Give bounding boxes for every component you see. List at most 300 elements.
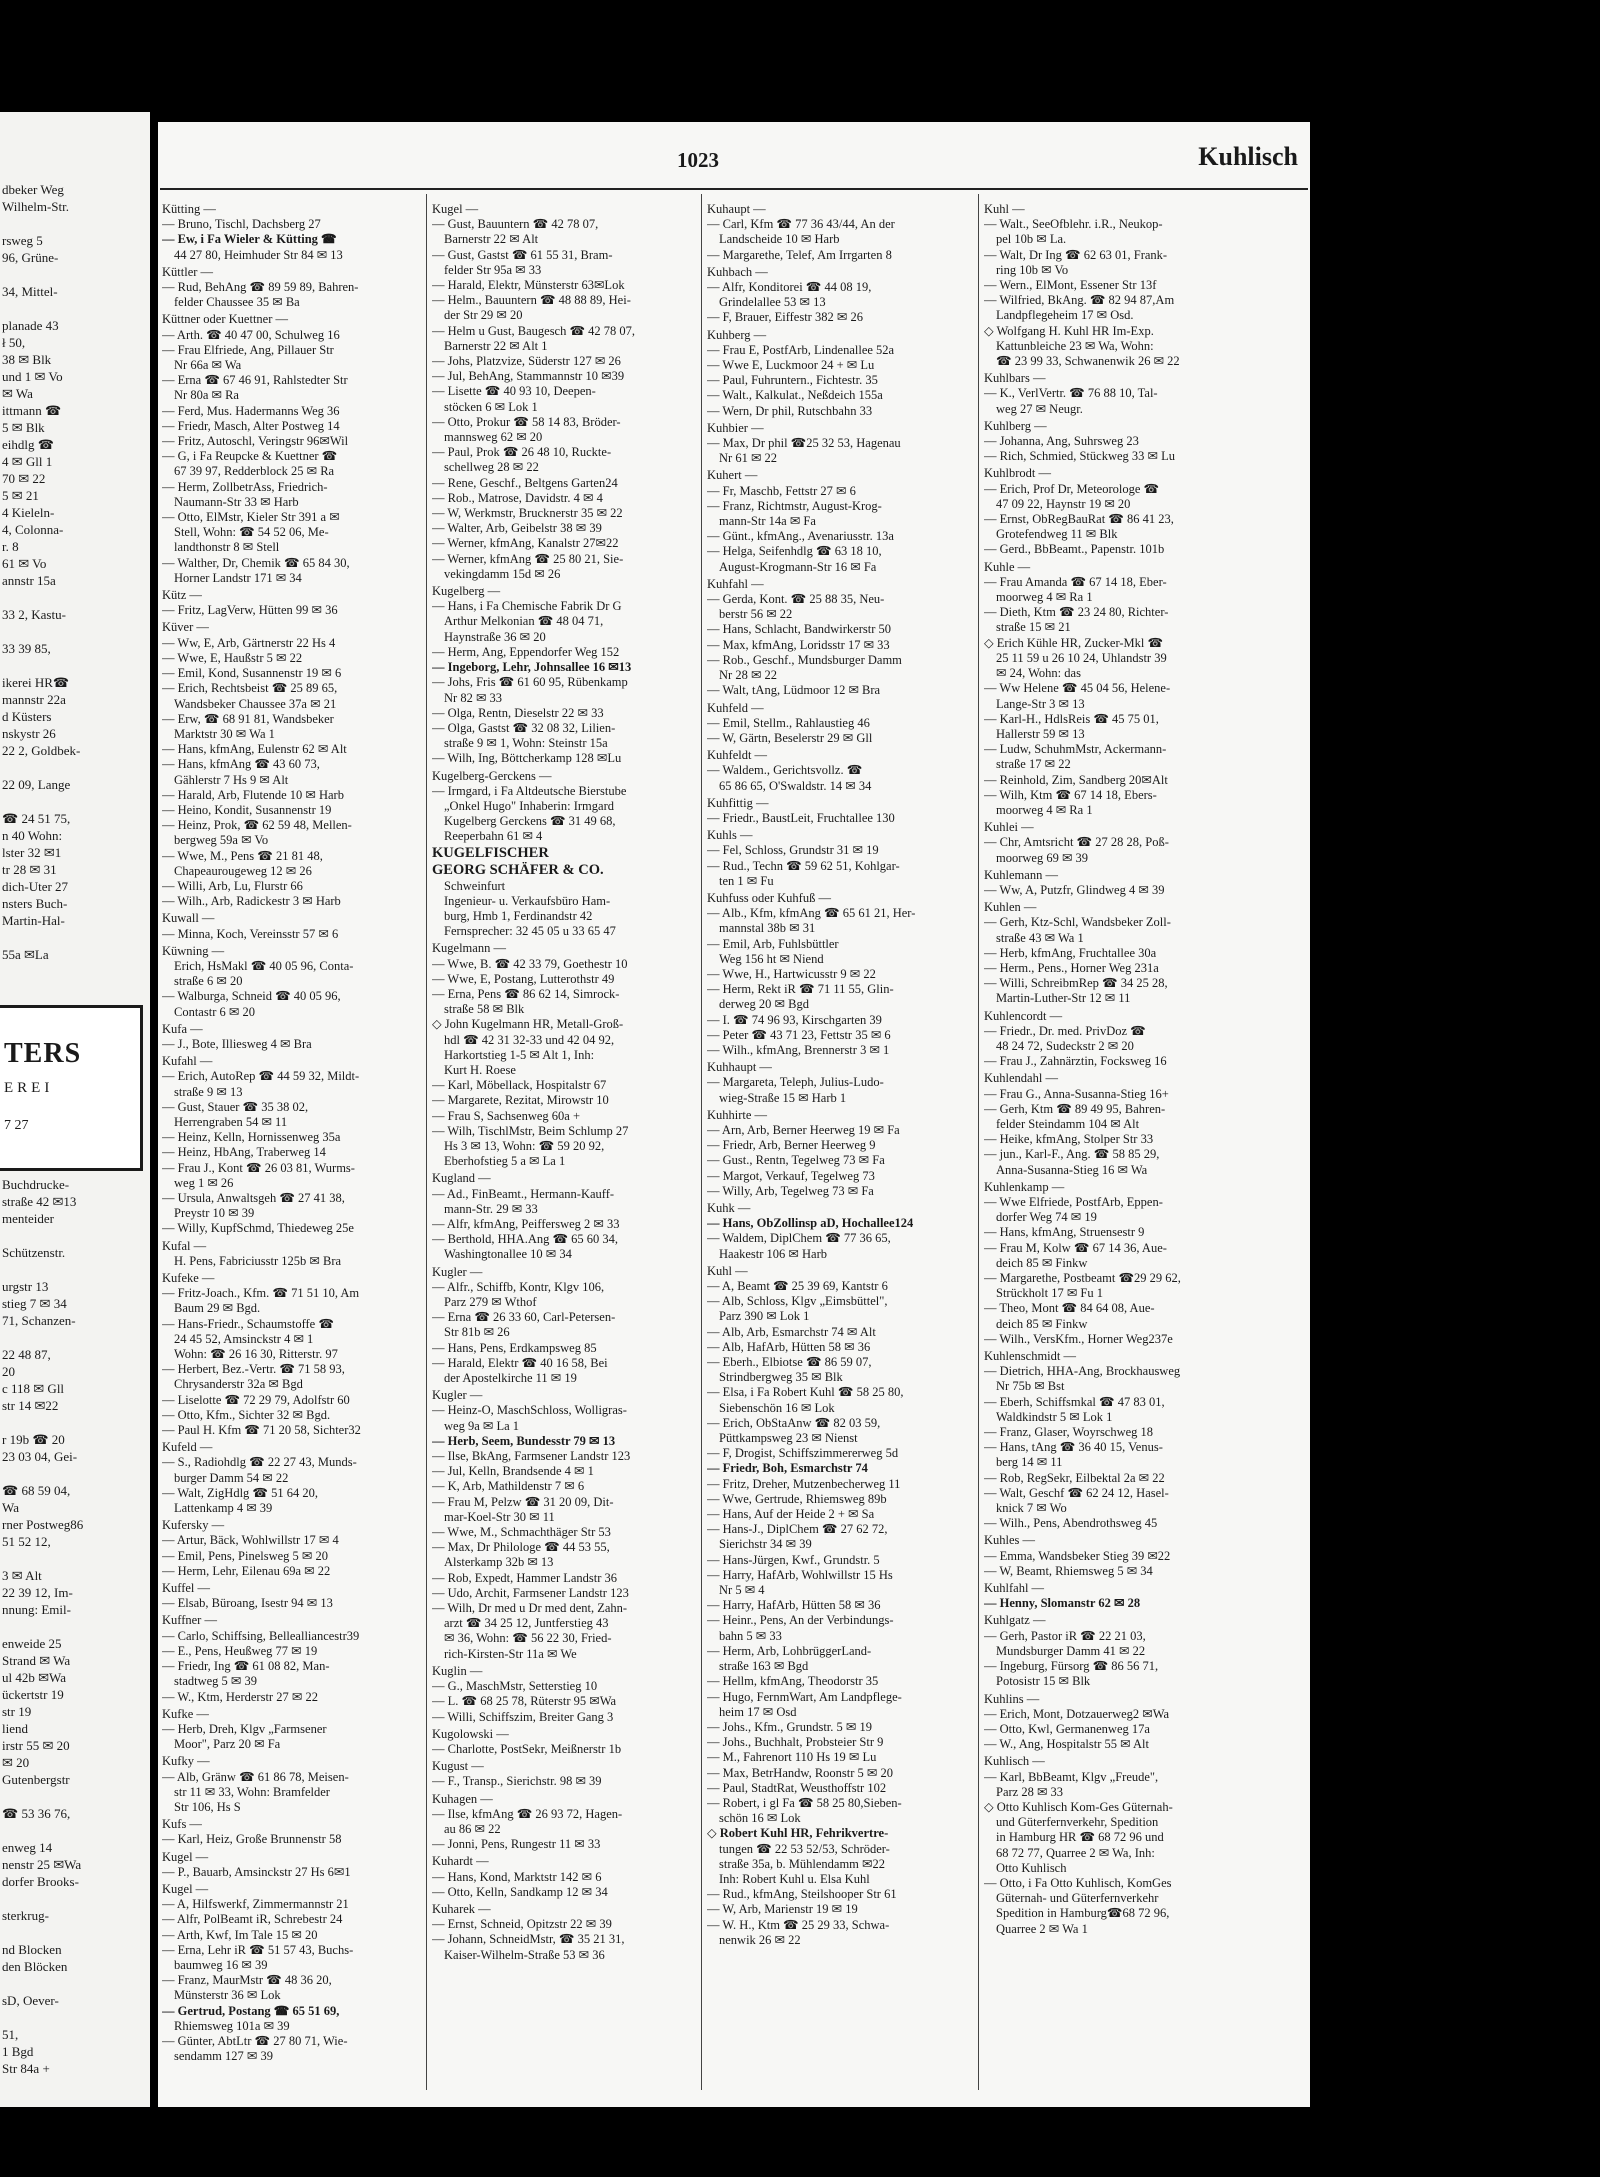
directory-entry: ◇ Wolfgang H. Kuhl HR Im-Exp.: [984, 323, 1154, 338]
previous-page-line: 33 39 85,: [2, 641, 51, 656]
directory-entry: 47 09 22, Haynstr 19 ✉ 20: [996, 496, 1131, 511]
directory-entry: — Helm., Bauuntern ☎ 48 88 89, Hei-: [432, 293, 631, 308]
directory-entry: baumweg 16 ✉ 39: [174, 1957, 268, 1972]
directory-entry: weg 27 ✉ Neugr.: [996, 401, 1083, 416]
previous-page-line: 70 ✉ 22: [2, 471, 46, 486]
directory-entry: Stell, Wohn: ☎ 54 52 06, Me-: [174, 525, 329, 540]
surname-heading: Kuglin —: [432, 1663, 483, 1678]
surname-heading: Kuhert —: [707, 468, 758, 483]
previous-page-line: urgstr 13: [2, 1279, 49, 1294]
directory-entry: weg 1 ✉ 26: [174, 1175, 234, 1190]
directory-entry: — Rud., Techn ☎ 59 62 51, Kohlgar-: [707, 858, 900, 873]
directory-entry: — Ursula, Anwaltsgeh ☎ 27 41 38,: [162, 1191, 345, 1205]
surname-heading: Kuhlencordt —: [984, 1008, 1063, 1023]
directory-entry: Mundsburger Damm 41 ✉ 22: [996, 1643, 1146, 1658]
directory-entry: — Berthold, HHA.Ang ☎ 65 60 34,: [432, 1232, 619, 1247]
directory-entry: — Alb, Schloss, Klgv „Eimsbüttel",: [707, 1294, 888, 1309]
directory-entry: — Erich, Mont, Dotzauerweg2 ✉Wa: [984, 1706, 1170, 1721]
directory-entry: burger Damm 54 ✉ 22: [174, 1470, 289, 1485]
directory-entry: — Alb, HafArb, Hütten 58 ✉ 36: [707, 1339, 871, 1354]
previous-page-line: ückertstr 19: [2, 1687, 64, 1702]
previous-page-line: ł 50,: [2, 335, 26, 350]
directory-entry: Siebenschön 16 ✉ Lok: [719, 1400, 835, 1415]
directory-entry: Horner Landstr 171 ✉ 34: [174, 570, 302, 585]
directory-entry: mannsweg 62 ✉ 20: [444, 430, 543, 445]
directory-entry: — Wilh, TischlMstr, Beim Schlump 27: [432, 1123, 629, 1138]
directory-entry: — Ernst, ObRegBauRat ☎ 86 41 23,: [984, 512, 1174, 527]
directory-entry: — Wwe, M., Pens ☎ 21 81 48,: [162, 848, 323, 863]
directory-entry: landthonstr 8 ✉ Stell: [174, 540, 280, 555]
directory-page: [158, 122, 1310, 2107]
directory-entry: — Max, kfmAng, Loridsstr 17 ✉ 33: [707, 637, 890, 652]
directory-entry: Chapeaurougeweg 12 ✉ 26: [174, 863, 312, 878]
previous-page-line: planade 43: [2, 318, 59, 333]
advertisement-fragment: [0, 1005, 143, 1171]
directory-entry: — Harald, Arb, Flutende 10 ✉ Harb: [162, 787, 344, 802]
directory-entry: — Günter, AbtLtr ☎ 27 80 71, Wie-: [162, 2033, 348, 2048]
previous-page-line: enweg 14: [2, 1840, 53, 1855]
directory-entry: — Henny, Slomanstr 62 ✉ 28: [984, 1596, 1141, 1611]
surname-heading: Kuhlisch —: [984, 1754, 1045, 1769]
previous-page-line: r 19b ☎ 20: [2, 1432, 65, 1447]
advertisement-title: TERS: [4, 1038, 82, 1069]
previous-page-line: Wilhelm-Str.: [2, 199, 69, 214]
directory-entry: — Rud., kfmAng, Steilshooper Str 61: [707, 1887, 897, 1902]
directory-entry: — Otto, Prokur ☎ 58 14 83, Bröder-: [432, 414, 621, 429]
previous-page-line: 51 52 12,: [2, 1534, 51, 1549]
surname-heading: Kuhfittig —: [707, 795, 769, 810]
directory-entry: — Fritz, Dreher, Mutzenbecherweg 11: [707, 1476, 901, 1491]
surname-heading: Kuhhaupt —: [707, 1060, 772, 1075]
directory-entry: — Helm u Gust, Baugesch ☎ 42 78 07,: [432, 323, 636, 338]
directory-entry: — Rich, Schmied, Stückweg 33 ✉ Lu: [984, 449, 1176, 464]
directory-entry: — Gust, Bauuntern ☎ 42 78 07,: [432, 217, 599, 232]
advertisement-number: 7 27: [4, 1118, 29, 1133]
directory-entry: — Wwe, Gertrude, Rhiemsweg 89b: [707, 1491, 887, 1506]
directory-entry: — Emil, Pens, Pinelsweg 5 ✉ 20: [162, 1548, 329, 1563]
directory-entry: — A, Beamt ☎ 25 39 69, Kantstr 6: [707, 1279, 888, 1294]
directory-entry: — Herb, Dreh, Klgv „Farmsener: [162, 1721, 327, 1736]
directory-entry: dorfer Weg 74 ✉ 19: [996, 1210, 1097, 1225]
directory-entry: rich-Kirsten-Str 11a ✉ We: [444, 1646, 577, 1661]
directory-entry: — Wwe E, Luckmoor 24 + ✉ Lu: [707, 358, 875, 373]
directory-entry: — Theo, Mont ☎ 84 64 08, Aue-: [984, 1301, 1155, 1316]
surname-heading: Kufeld —: [162, 1440, 213, 1455]
directory-entry: straße 15 ✉ 21: [996, 620, 1071, 635]
directory-entry: — Walt, tAng, Lüdmoor 12 ✉ Bra: [707, 683, 881, 698]
directory-entry: — Willy, Arb, Tegelweg 73 ✉ Fa: [707, 1183, 874, 1198]
directory-entry: der Apostelkirche 11 ✉ 19: [444, 1371, 577, 1386]
previous-page-line: rsweg 5: [2, 233, 43, 248]
directory-entry: — Carl, Kfm ☎ 77 36 43/44, An der: [707, 217, 895, 232]
surname-heading: Kugolowski —: [432, 1726, 509, 1741]
directory-entry: — Wwe, E, Postang, Lutterothstr 49: [432, 971, 615, 986]
directory-entry: Spedition in Hamburg☎68 72 96,: [996, 1906, 1170, 1921]
directory-entry: mann-Str. 29 ✉ 33: [444, 1201, 538, 1216]
directory-entry: Baum 29 ✉ Bgd.: [174, 1301, 261, 1316]
directory-entry: — Wwe, B. ☎ 42 33 79, Goethestr 10: [432, 956, 628, 971]
directory-entry: Hs 3 ✉ 13, Wohn: ☎ 59 20 92,: [444, 1138, 605, 1153]
directory-entry: Kugelberg Gerckens ☎ 31 49 68,: [444, 814, 616, 829]
directory-entry: Landscheide 10 ✉ Harb: [719, 232, 840, 247]
directory-entry: — Erna, Pens ☎ 86 62 14, Simrock-: [432, 986, 620, 1001]
directory-entry: — F, Drogist, Schiffszimmererweg 5d: [707, 1446, 899, 1461]
directory-entry: bergweg 59a ✉ Vo: [174, 833, 269, 848]
directory-entry: — Jul, Kelln, Brandsende 4 ✉ 1: [432, 1464, 594, 1479]
surname-heading: Kugel —: [432, 202, 479, 216]
directory-entry: — Paul, StadtRat, Weusthoffstr 102: [707, 1780, 887, 1795]
directory-entry: Strindbergweg 35 ✉ Blk: [719, 1370, 843, 1385]
directory-entry: — Wilh., Arb, Radickestr 3 ✉ Harb: [162, 894, 341, 909]
directory-entry: arzt ☎ 34 25 12, Juntferstieg 43: [444, 1616, 609, 1631]
directory-entry: — Johs., Buchhalt, Probsteier Str 9: [707, 1735, 884, 1750]
directory-entry: — Ilse, kfmAng ☎ 26 93 72, Hagen-: [432, 1806, 623, 1821]
directory-entry: deich 85 ✉ Finkw: [996, 1255, 1088, 1270]
previous-page-line: Buchdrucke-: [2, 1177, 70, 1192]
previous-page-line: irstr 55 ✉ 20: [2, 1738, 70, 1753]
directory-entry: Hallerstr 59 ✉ 13: [996, 726, 1085, 741]
directory-entry: — Otto, Kelln, Sandkamp 12 ✉ 34: [432, 1884, 608, 1899]
surname-heading: Kufky —: [162, 1754, 210, 1769]
directory-entry: — Frau Elfriede, Ang, Pillauer Str: [162, 342, 334, 357]
column-divider: [701, 194, 702, 2090]
surname-heading: Kugust —: [432, 1759, 484, 1774]
directory-entry: — Walter, Arb, Geibelstr 38 ✉ 39: [432, 521, 602, 536]
directory-entry: — Harry, HafArb, Wohlwillstr 15 Hs: [707, 1567, 893, 1582]
surname-heading: Kuhlbrodt —: [984, 466, 1052, 481]
directory-entry: heim 17 ✉ Osd: [719, 1704, 797, 1719]
previous-page-line: Gutenbergstr: [2, 1772, 70, 1787]
directory-entry: — Johs, Platzvize, Süderstr 127 ✉ 26: [432, 354, 621, 369]
directory-entry: — Johs, Fris ☎ 61 60 95, Rübenkamp: [432, 675, 628, 690]
directory-entry: — Frau M, Kolw ☎ 67 14 36, Aue-: [984, 1240, 1167, 1255]
directory-entry: — Lisette ☎ 40 93 10, Deepen-: [432, 384, 596, 399]
directory-entry: — Heinz, Prok, ☎ 62 59 48, Mellen-: [162, 818, 352, 833]
directory-entry: — Herm, Lehr, Eilenau 69a ✉ 22: [162, 1563, 331, 1578]
directory-entry: Haakestr 106 ✉ Harb: [719, 1246, 828, 1261]
directory-entry: Münsterstr 36 ✉ Lok: [174, 1988, 281, 2003]
surname-heading: Kuhlfahl —: [984, 1581, 1045, 1596]
directory-entry: — Rob, Expedt, Hammer Landstr 36: [432, 1570, 618, 1585]
directory-entry: Landpflegeheim 17 ✉ Osd.: [996, 308, 1134, 323]
surname-heading: Kugelmann —: [432, 941, 506, 956]
directory-entry: — Wwe, H., Hartwicusstr 9 ✉ 22: [707, 966, 876, 981]
directory-entry: — Heike, kfmAng, Stolper Str 33: [984, 1132, 1154, 1147]
directory-entry: — Wern., ElMont, Essener Str 13f: [984, 278, 1157, 293]
directory-entry: — Udo, Archit, Farmsener Landstr 123: [432, 1585, 629, 1600]
directory-entry: — Arth. ☎ 40 47 00, Schulweg 16: [162, 327, 340, 342]
previous-page-line: straße 42 ✉13: [2, 1194, 77, 1209]
directory-entry: Lattenkamp 4 ✉ 39: [174, 1501, 273, 1516]
directory-entry: — G., MaschMstr, Setterstieg 10: [432, 1679, 598, 1694]
previous-page-line: liend: [2, 1721, 28, 1736]
column-1: [162, 200, 420, 2090]
surname-heading: Kuhlbars —: [984, 371, 1046, 386]
previous-page-line: dorfer Brooks-: [2, 1874, 79, 1889]
directory-entry: Martin-Luther-Str 12 ✉ 11: [996, 991, 1131, 1006]
surname-heading: Kuhlemann —: [984, 867, 1058, 882]
directory-entry: — Gust., Rentn, Tegelweg 73 ✉ Fa: [707, 1153, 885, 1168]
previous-page-line: 34, Mittel-: [2, 284, 58, 299]
surname-heading: Kütting —: [162, 202, 216, 216]
directory-entry: Schweinfurt: [444, 878, 506, 893]
previous-page-line: 4 ✉ Gll 1: [2, 454, 53, 469]
surname-heading: Kufke —: [162, 1706, 209, 1721]
directory-entry: — Erna, Lehr iR ☎ 51 57 43, Buchs-: [162, 1942, 354, 1957]
previous-page-line: enweide 25: [2, 1636, 62, 1651]
directory-entry: — Otto, Kwl, Germanenweg 17a: [984, 1721, 1150, 1736]
surname-heading: Kugelberg —: [432, 584, 501, 599]
directory-entry: — Karl-H., HdlsReis ☎ 45 75 01,: [984, 711, 1159, 726]
directory-entry: Inh: Robert Kuhl u. Elsa Kuhl: [719, 1871, 870, 1886]
directory-entry: Nr 82 ✉ 33: [444, 690, 503, 705]
directory-entry: — Frau M, Pelzw ☎ 31 20 09, Dit-: [432, 1494, 614, 1509]
directory-entry: — Friedr, Ing ☎ 61 08 82, Man-: [162, 1659, 330, 1674]
previous-page-line: 4, Colonna-: [2, 522, 64, 537]
directory-entry: — Otto, i Fa Otto Kuhlisch, KomGes: [984, 1875, 1172, 1890]
previous-page-line: n 40 Wohn:: [2, 828, 63, 843]
directory-entry: — Herb, kfmAng, Fruchtallee 30a: [984, 945, 1157, 960]
directory-entry: — Rene, Geschf., Beltgens Garten24: [432, 475, 618, 490]
directory-entry: — Heinr., Pens, An der Verbindungs-: [707, 1613, 894, 1628]
previous-page-line: 33 2, Kastu-: [2, 607, 66, 622]
directory-entry: Strückholt 17 ✉ Fu 1: [996, 1286, 1104, 1301]
directory-entry: — Alb, Arb, Esmarchstr 74 ✉ Alt: [707, 1324, 876, 1339]
directory-entry: — Gerh, Ktm ☎ 89 49 95, Bahren-: [984, 1101, 1166, 1116]
directory-entry: ring 10b ✉ Vo: [996, 262, 1069, 277]
directory-entry: — Frau E, PostfArb, Lindenallee 52a: [707, 342, 895, 357]
directory-entry: — Gertrud, Postang ☎ 65 51 69,: [162, 2003, 340, 2018]
surname-heading: Kugland —: [432, 1171, 491, 1186]
directory-entry: — Olga, Rentn, Dieselstr 22 ✉ 33: [432, 705, 604, 720]
directory-entry: wieg-Straße 15 ✉ Harb 1: [719, 1090, 847, 1105]
directory-entry: au 86 ✉ 22: [444, 1821, 501, 1836]
directory-entry: — Günt., kfmAng., Avenariusstr. 13a: [707, 529, 894, 544]
previous-page-line: 5 ✉ 21: [2, 488, 39, 503]
previous-page-line: sD, Oever-: [2, 1993, 59, 2008]
directory-entry: — Herm, Ang, Eppendorfer Weg 152: [432, 644, 620, 659]
directory-entry: — Herb, Seem, Bundesstr 79 ✉ 13: [432, 1433, 616, 1448]
directory-entry: — Elsa, i Fa Robert Kuhl ☎ 58 25 80,: [707, 1385, 904, 1400]
directory-entry: — Rob, RegSekr, Eilbektal 2a ✉ 22: [984, 1470, 1165, 1485]
directory-entry: Fernsprecher: 32 45 05 u 33 65 47: [444, 924, 616, 939]
previous-page-line: annstr 15a: [2, 573, 56, 588]
previous-page-line: nnung: Emil-: [2, 1602, 71, 1617]
previous-page-line: mannstr 22a: [2, 692, 66, 707]
directory-entry: moorweg 4 ✉ Ra 1: [996, 590, 1093, 605]
directory-entry: — K., VerlVertr. ☎ 76 88 10, Tal-: [984, 386, 1158, 401]
column-4: [984, 200, 1242, 2090]
surname-heading: Kütz —: [162, 588, 202, 603]
surname-heading: Kuhfeldt —: [707, 748, 768, 763]
surname-heading: Kufal —: [162, 1238, 207, 1253]
directory-entry: — Dietrich, HHA-Ang, Brockhausweg: [984, 1364, 1181, 1379]
directory-entry: sendamm 127 ✉ 39: [174, 2049, 274, 2064]
directory-entry: — Ew, i Fa Wieler & Kütting ☎: [162, 232, 337, 247]
directory-entry: — Harry, HafArb, Hütten 58 ✉ 36: [707, 1598, 881, 1613]
surname-heading: Kuhbier —: [707, 420, 764, 435]
directory-entry: Str 81b ✉ 26: [444, 1325, 510, 1340]
surname-heading: Kufa —: [162, 1021, 203, 1036]
directory-entry: — Heino, Kondit, Susannenstr 19: [162, 802, 332, 817]
directory-entry: — Wwe, M., Schmachthäger Str 53: [432, 1525, 611, 1540]
directory-entry: Str 106, Hs S: [174, 1799, 241, 1814]
directory-entry: — Minna, Koch, Vereinsstr 57 ✉ 6: [162, 926, 339, 941]
directory-entry: — W. H., Ktm ☎ 25 29 33, Schwa-: [707, 1917, 890, 1932]
directory-entry: — Irmgard, i Fa Altdeutsche Bierstube: [432, 783, 627, 798]
directory-entry: — M., Fahrenort 110 Hs 19 ✉ Lu: [707, 1750, 877, 1765]
directory-entry: Anna-Susanna-Stieg 16 ✉ Wa: [996, 1162, 1148, 1177]
directory-entry: Herrengraben 54 ✉ 11: [174, 1114, 288, 1129]
surname-heading: Kuhardt —: [432, 1854, 489, 1869]
directory-entry: — Frau S, Sachsenweg 60a +: [432, 1108, 580, 1123]
directory-entry: Alsterkamp 32b ✉ 13: [444, 1555, 554, 1570]
directory-entry: derweg 20 ✉ Bgd: [719, 997, 809, 1012]
directory-entry: — Robert, i gl Fa ☎ 58 25 80,Sieben-: [707, 1795, 902, 1810]
directory-entry: — Frau Amanda ☎ 67 14 18, Eber-: [984, 574, 1167, 589]
previous-page-line: Strand ✉ Wa: [2, 1653, 71, 1668]
directory-entry: — Willy, KupfSchmd, Thiedeweg 25e: [162, 1221, 354, 1236]
directory-entry: Moor", Parz 20 ✉ Fa: [174, 1737, 281, 1752]
directory-entry: — Emil, Arb, Fuhlsbüttler: [707, 936, 839, 951]
previous-page-line: eihdlg ☎: [2, 437, 54, 452]
directory-entry: — Ingeburg, Fürsorg ☎ 86 56 71,: [984, 1659, 1159, 1674]
surname-heading: Kuwall —: [162, 911, 215, 926]
directory-entry: — Dieth, Ktm ☎ 23 24 80, Richter-: [984, 605, 1169, 620]
directory-entry: — Herm, Rekt iR ☎ 71 11 55, Glin-: [707, 982, 894, 997]
directory-entry: — Willi, Arb, Lu, Flurstr 66: [162, 878, 303, 893]
column-3: [707, 200, 965, 2090]
directory-entry: — Liselotte ☎ 72 29 79, Adolfstr 60: [162, 1392, 350, 1407]
directory-entry: Contastr 6 ✉ 20: [174, 1004, 255, 1019]
previous-page-line: und 1 ✉ Vo: [2, 369, 63, 384]
surname-heading: Kufahl —: [162, 1054, 213, 1069]
running-head: Kuhlisch: [1198, 142, 1298, 171]
directory-entry: 24 45 52, Amsinckstr 4 ✉ 1: [174, 1331, 314, 1346]
directory-entry: straße 58 ✉ Blk: [444, 1002, 525, 1017]
directory-entry: — Gerh, Pastor iR ☎ 22 21 03,: [984, 1628, 1146, 1643]
surname-heading: Kufs —: [162, 1817, 202, 1832]
directory-entry: — Erna ☎ 26 33 60, Carl-Petersen-: [432, 1310, 616, 1325]
surname-heading: Kuhk —: [707, 1201, 751, 1215]
directory-entry: — Carlo, Schiffsing, Bellealliancestr39: [162, 1628, 360, 1643]
directory-entry: ◇ John Kugelmann HR, Metall-Groß-: [432, 1017, 624, 1032]
directory-entry: ◇ Otto Kuhlisch Kom-Ges Güternah-: [984, 1799, 1173, 1814]
directory-entry: straße 9 ✉ 1, Wohn: Steinstr 15a: [444, 736, 608, 751]
previous-page-line: r. 8: [2, 539, 19, 554]
directory-entry: burg, Hmb 1, Ferdinandstr 42: [444, 908, 593, 923]
previous-page-line: ✉ Wa: [2, 386, 33, 401]
directory-entry: ✉ 36, Wohn: ☎ 56 22 30, Fried-: [444, 1631, 612, 1646]
previous-page-line: 22 09, Lange: [2, 777, 71, 792]
directory-entry: deich 85 ✉ Finkw: [996, 1316, 1088, 1331]
directory-entry: — Erich, Rechtsbeist ☎ 25 89 65,: [162, 681, 338, 696]
directory-entry: Parz 28 ✉ 33: [996, 1784, 1064, 1799]
directory-entry: straße 17 ✉ 22: [996, 757, 1071, 772]
previous-page-line: str 14 ✉22: [2, 1398, 59, 1413]
directory-entry: — Alfr., Schiffb, Kontr, Klgv 106,: [432, 1279, 605, 1294]
directory-entry: — Paul, Fuhruntern., Fichtestr. 35: [707, 373, 878, 388]
directory-entry: — Wern, Dr phil, Rutschbahn 33: [707, 403, 873, 418]
directory-entry: — Walther, Dr, Chemik ☎ 65 84 30,: [162, 555, 350, 570]
directory-entry: — Hans, Pens, Erdkampsweg 85: [432, 1340, 597, 1355]
directory-entry: — Werner, kfmAng ☎ 25 80 21, Sie-: [432, 551, 624, 566]
directory-entry: Grotefendweg 11 ✉ Blk: [996, 527, 1118, 542]
directory-entry: — jun., Karl-F., Ang. ☎ 58 85 29,: [984, 1147, 1160, 1162]
surname-heading: Kuhfahl —: [707, 576, 764, 591]
directory-entry: Otto Kuhlisch: [996, 1860, 1067, 1875]
directory-entry: — K, Arb, Mathildenstr 7 ✉ 6: [432, 1479, 585, 1494]
directory-entry: Waldkindstr 5 ✉ Lok 1: [996, 1409, 1113, 1424]
previous-page-line: Str 84a +: [2, 2061, 50, 2076]
directory-entry: — Ad., FinBeamt., Hermann-Kauff-: [432, 1186, 615, 1201]
directory-entry: — Bruno, Tischl, Dachsberg 27: [162, 217, 321, 232]
directory-entry: straße 9 ✉ 13: [174, 1084, 243, 1099]
directory-entry: — Wilfried, BkAng. ☎ 82 94 87,Am: [984, 293, 1175, 308]
directory-entry: Nr 5 ✉ 4: [719, 1583, 765, 1598]
directory-entry: Preystr 10 ✉ 39: [174, 1206, 255, 1221]
directory-entry: — W, Arb, Marienstr 19 ✉ 19: [707, 1902, 858, 1917]
directory-entry: H. Pens, Fabriciusstr 125b ✉ Bra: [174, 1253, 342, 1268]
directory-entry: — Friedr, Boh, Esmarchstr 74: [707, 1461, 868, 1476]
directory-entry: in Hamburg HR ☎ 68 72 96 und: [996, 1830, 1164, 1845]
directory-entry: und Güterfernverkehr, Spedition: [996, 1815, 1159, 1830]
surname-heading: Kuhfeld —: [707, 700, 764, 715]
surname-heading: Kugel —: [162, 1849, 209, 1864]
directory-entry: — Fritz, Autoschl, Veringstr 96✉Wil: [162, 434, 349, 449]
directory-entry: — Gerda, Kont. ☎ 25 88 35, Neu-: [707, 592, 885, 607]
directory-entry: — Paul H. Kfm ☎ 71 20 58, Sichter32: [162, 1423, 361, 1438]
directory-entry: — Hans, kfmAng ☎ 43 60 73,: [162, 757, 320, 772]
column-divider: [978, 194, 979, 2090]
directory-entry: — Walburga, Schneid ☎ 40 05 96,: [162, 989, 341, 1004]
directory-entry: — Margarete, Rezitat, Mirowstr 10: [432, 1093, 609, 1108]
directory-entry: Sierichstr 34 ✉ 39: [719, 1537, 812, 1552]
directory-entry: — Ilse, BkAng, Farmsener Landstr 123: [432, 1449, 631, 1464]
directory-entry: — Rob., Geschf., Mundsburger Damm: [707, 652, 902, 667]
directory-entry: — Emil, Kond, Susannenstr 19 ✉ 6: [162, 666, 342, 681]
directory-entry: — Friedr., Dr. med. PrivDoz ☎: [984, 1023, 1146, 1038]
previous-page-line: nd Blocken: [2, 1942, 62, 1957]
directory-entry: 48 24 72, Sudeckstr 2 ✉ 20: [996, 1038, 1134, 1053]
previous-page-line: 71, Schanzen-: [2, 1313, 76, 1328]
directory-entry: Güternah- und Güterfernverkehr: [996, 1891, 1159, 1906]
surname-heading: Kuhlenkamp —: [984, 1179, 1065, 1194]
surname-heading: Kuhlei —: [984, 820, 1034, 835]
column-divider: [426, 194, 427, 2090]
surname-heading: Kuhl —: [707, 1263, 748, 1278]
directory-entry: — Frau J., Kont ☎ 26 03 81, Wurms-: [162, 1160, 355, 1175]
directory-entry: — Charlotte, PostSekr, Meißnerstr 1b: [432, 1741, 622, 1756]
directory-entry: nenwik 26 ✉ 22: [719, 1932, 801, 1947]
directory-entry: — Heinz-O, MaschSchloss, Wolligras-: [432, 1403, 627, 1418]
directory-entry: — Paul, Prok ☎ 26 48 10, Ruckte-: [432, 445, 612, 460]
directory-entry: — Hans, Kond, Marktstr 142 ✉ 6: [432, 1869, 602, 1884]
page-header: [158, 122, 1310, 180]
directory-entry: — Hans, kfmAng, Eulenstr 62 ✉ Alt: [162, 742, 347, 757]
previous-page-line: 3 ✉ Alt: [2, 1568, 42, 1583]
directory-entry: — Willi, Schiffszim, Breiter Gang 3: [432, 1709, 614, 1724]
directory-entry: moorweg 4 ✉ Ra 1: [996, 802, 1093, 817]
directory-entry: — Friedr., BaustLeit, Fruchtallee 130: [707, 810, 895, 825]
directory-entry: Kaiser-Wilhelm-Straße 53 ✉ 36: [444, 1947, 605, 1962]
directory-entry: — Arth, Kwf, Im Tale 15 ✉ 20: [162, 1927, 318, 1942]
directory-entry: — Erich, Prof Dr, Meteorologe ☎: [984, 481, 1160, 496]
directory-entry: Lange-Str 3 ✉ 13: [996, 696, 1085, 711]
directory-entry: bahn 5 ✉ 33: [719, 1628, 782, 1643]
directory-entry: — I. ☎ 74 96 93, Kirschgarten 39: [707, 1012, 882, 1027]
directory-entry: — Herm., Pens., Horner Weg 231a: [984, 960, 1159, 975]
